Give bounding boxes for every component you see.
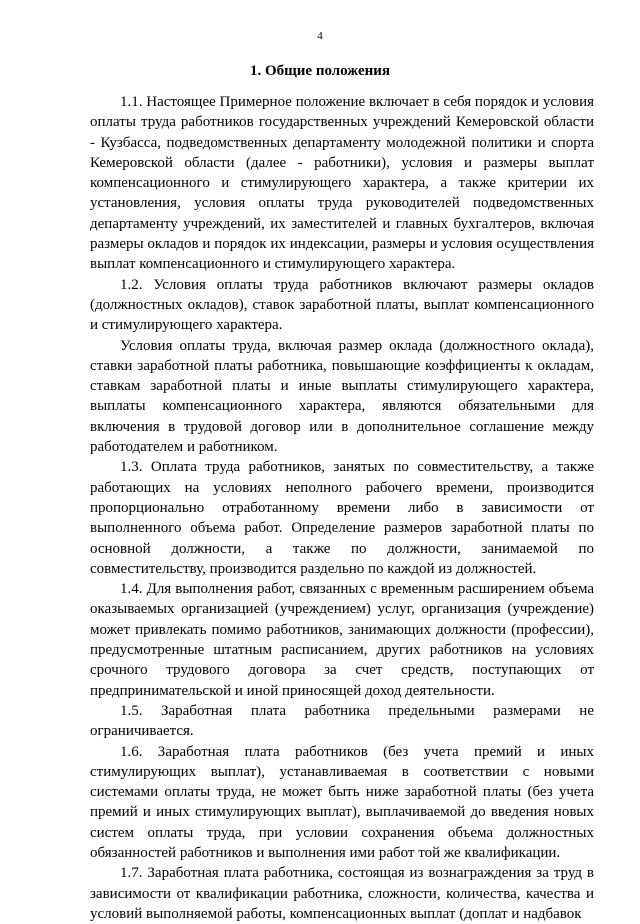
paragraph-1-5: 1.5. Заработная плата работника предельными размерами не ограничивается. xyxy=(90,702,594,740)
paragraph-1-4: 1.4. Для выполнения работ, связанных с временным расширением объема оказываемых организацией (учреждением) услуг, организация (учреждение) может привлекать помимо работников, занимающих должности (профессии), предусмотренные штатным расписанием, других работников на условиях срочного трудового договора за счет средств, поступающих от предпринимательской и иной приносящей доход деятельности. xyxy=(90,581,594,699)
document-body xyxy=(90,92,594,924)
paragraph-1-2-conditions: Условия оплаты труда, включая размер оклада (должностного оклада), ставки заработной платы работника, повышающие коэффициенты к окладам, ставкам заработной платы и иные выплаты стимулирующего характера, выплаты компенсационного характера, являются обязательными для включения в трудовой договор или в дополнительное соглашение между работодателем и работником. xyxy=(90,337,594,456)
paragraph-1-6: 1.6. Заработная плата работников (без учета премий и иных стимулирующих выплат), устанавливаемая в соответствии с новыми системами оплаты труда, не может быть ниже заработной платы (без учета премий и иных стимулирующих выплат), выплачиваемой до введения новых систем оплаты труда, при условии сохранения объема должностных обязанностей работников и выполнения ими работ той же квалификации. xyxy=(90,743,594,861)
page-number: 4 xyxy=(317,30,323,42)
paragraph-1-7: 1.7. Заработная плата работника, состоящая из вознаграждения за труд в зависимости от квалификации работника, сложности, количества, качества и условий выполняемой работы, компенсационных выплат (доплат и надбавок xyxy=(90,865,594,922)
section-title: 1. Общие положения xyxy=(249,63,391,79)
paragraph-1-3: 1.3. Оплата труда работников, занятых по совместительству, а также работающих на условиях неполного рабочего времени, производится пропорционально отработанному времени либо в зависимости от выполненного объема работ. Определение размеров заработной платы по основной должности, а также по должности, занимаемой по совместительству, производится раздельно по каждой из должностей. xyxy=(90,459,594,577)
paragraph-1-1: 1.1. Настоящее Примерное положение включает в себя порядок и условия оплаты труда работников государственных учреждений Кемеровской области - Кузбасса, подведомственных департаменту молодежной политики и спорта Кемеровской области (далее - работники), условия и размеры выплат компенсационного и стимулирующего характера, а также критерии их установления, условия оплаты труда руководителей подведомственных департаменту учреждений, их заместителей и главных бухгалтеров, включая размеры окладов и порядок их индексации, размеры и условия осуществления выплат компенсационного и стимулирующего характера. xyxy=(90,94,594,273)
paragraph-1-2: 1.2. Условия оплаты труда работников включают размеры окладов (должностных окладов), ставок заработной платы, выплат компенсационного и стимулирующего характера. xyxy=(90,276,594,334)
